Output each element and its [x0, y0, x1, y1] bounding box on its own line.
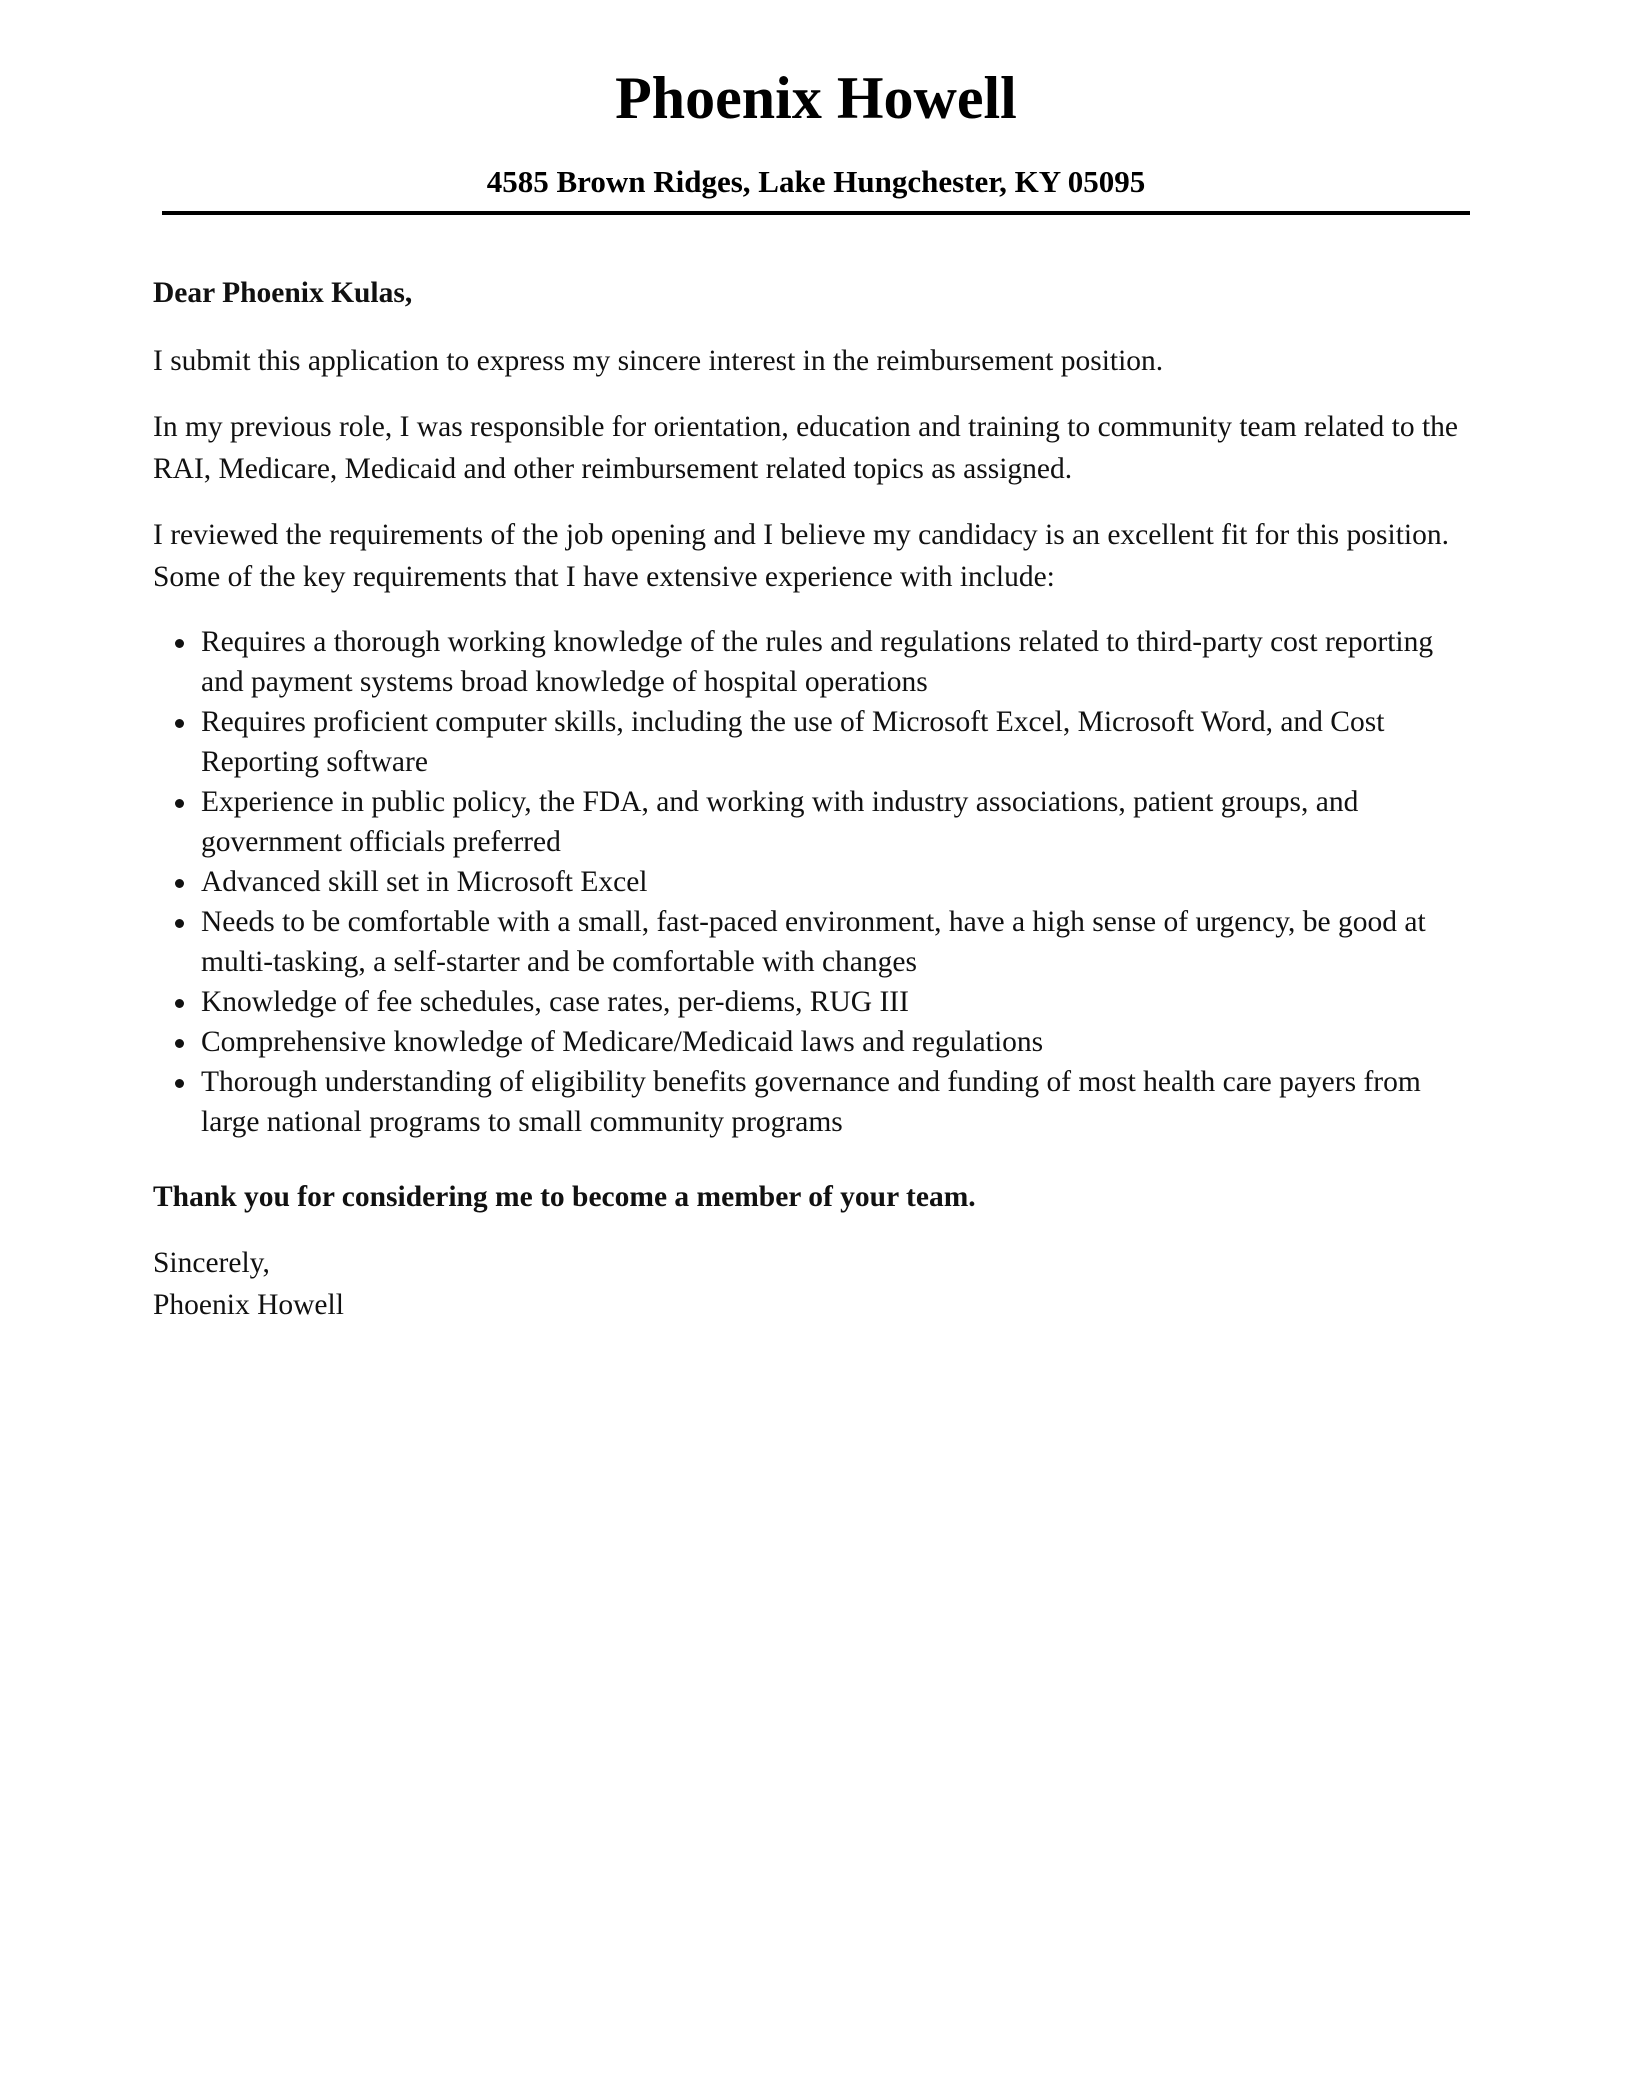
previous-role-paragraph: In my previous role, I was responsible for orientation, education and training to community team related to the RAI, Medicare, Medicaid and other reimbursement related topics as assigned.: [153, 411, 1459, 485]
closing-line: Thank you for considering me to become a member of your team.: [153, 1181, 976, 1213]
header-divider: [162, 211, 1470, 215]
bullet-icon: [175, 1079, 184, 1088]
list-item: [153, 782, 1473, 862]
bullet-icon: [175, 639, 184, 648]
bullet-icon: [175, 999, 184, 1008]
bullet-icon: [175, 919, 184, 928]
list-item: [153, 622, 1473, 702]
list-item: [153, 862, 1473, 902]
bullet-icon: [175, 799, 184, 808]
signature-name: Phoenix Howell: [153, 1289, 344, 1321]
intro-paragraph: I submit this application to express my sincere interest in the reimbursement position.: [153, 345, 1164, 377]
list-item-text: Thorough understanding of eligibility benefits governance and funding of most health care payers from large national programs to small community programs: [201, 1066, 1421, 1138]
requirements-intro-paragraph: I reviewed the requirements of the job opening and I believe my candidacy is an excellent fit for this position. Some of the key requirements that I have extensive experience with include:: [153, 519, 1449, 593]
list-item-text: Requires a thorough working knowledge of the rules and regulations related to third-party cost reporting and payment systems broad knowledge of hospital operations: [201, 626, 1434, 698]
list-item-text: Experience in public policy, the FDA, and working with industry associations, patient groups, and government officials preferred: [201, 786, 1359, 858]
list-item: [153, 982, 1473, 1022]
sender-name: Phoenix Howell: [615, 65, 1017, 131]
list-item: [153, 702, 1473, 782]
bullet-icon: [175, 719, 184, 728]
list-item-text: Comprehensive knowledge of Medicare/Medicaid laws and regulations: [201, 1026, 1044, 1058]
list-item-text: Advanced skill set in Microsoft Excel: [201, 866, 648, 898]
list-item-text: Needs to be comfortable with a small, fast-paced environment, have a high sense of urgency, be good at multi-tasking, a self-starter and be comfortable with changes: [201, 906, 1426, 978]
list-item-text: Knowledge of fee schedules, case rates, per-diems, RUG III: [201, 986, 909, 1018]
sender-address: 4585 Brown Ridges, Lake Hungchester, KY 05095: [486, 164, 1146, 199]
bullet-icon: [175, 1039, 184, 1048]
list-item: [153, 1022, 1473, 1062]
list-item: [153, 1062, 1473, 1142]
bullet-icon: [175, 879, 184, 888]
signoff: Sincerely,: [153, 1247, 270, 1279]
requirements-list: [153, 622, 1473, 1142]
list-item-text: Requires proficient computer skills, including the use of Microsoft Excel, Microsoft Word, and Cost Reporting software: [201, 706, 1385, 778]
list-item: [153, 902, 1473, 982]
letter-header: [162, 58, 1470, 202]
salutation: Dear Phoenix Kulas,: [153, 277, 413, 309]
letter-body: [153, 272, 1473, 1326]
